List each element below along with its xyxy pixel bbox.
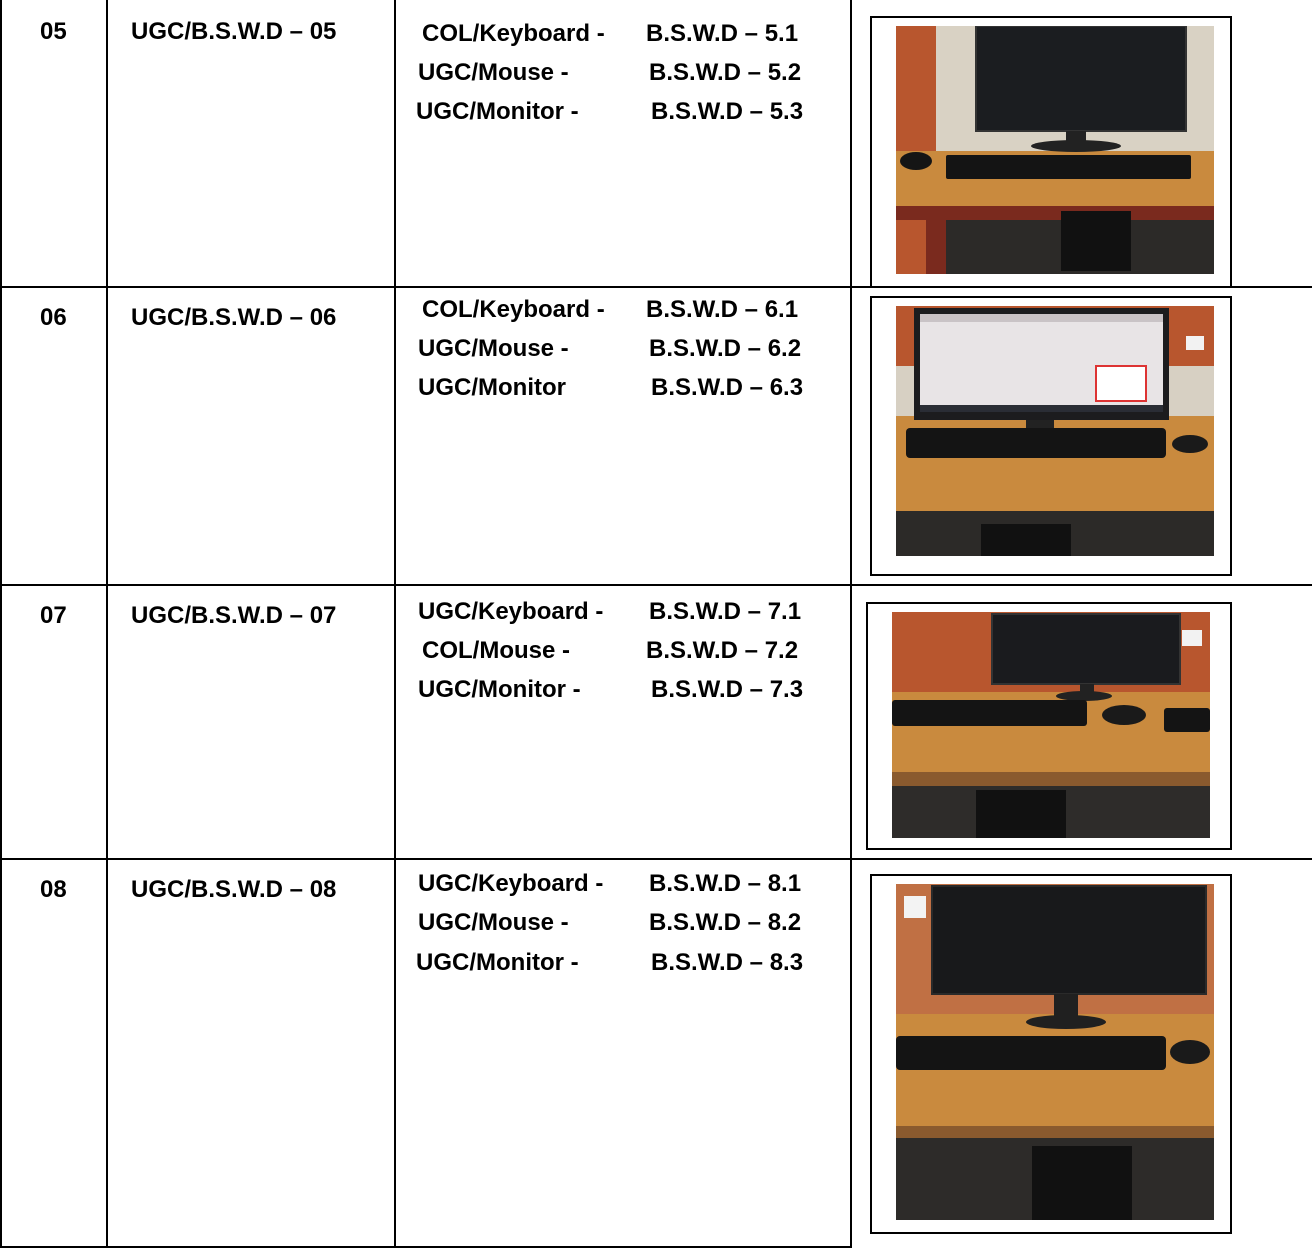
component-label: UGC/Monitor	[418, 374, 566, 401]
component-code: B.S.W.D – 6.1	[646, 296, 799, 323]
computer-workstation-photo	[896, 306, 1214, 556]
component-code: B.S.W.D – 5.3	[651, 98, 804, 125]
component-code: B.S.W.D – 8.2	[649, 909, 802, 936]
component-label: COL/Mouse -	[422, 637, 570, 664]
row-number: 08	[40, 876, 67, 903]
component-code: B.S.W.D – 8.3	[651, 949, 804, 976]
component-code: B.S.W.D – 8.1	[649, 870, 802, 897]
row-number: 06	[40, 304, 67, 331]
component-code: B.S.W.D – 7.1	[649, 598, 802, 625]
component-code: B.S.W.D – 6.3	[651, 374, 804, 401]
component-code: B.S.W.D – 5.2	[649, 59, 802, 86]
photo-frame	[870, 296, 1232, 576]
component-label: UGC/Monitor -	[416, 949, 579, 976]
component-label: UGC/Monitor -	[416, 98, 579, 125]
component-code: B.S.W.D – 7.3	[651, 676, 804, 703]
asset-id: UGC/B.S.W.D – 08	[131, 876, 337, 903]
component-code: B.S.W.D – 6.2	[649, 335, 802, 362]
component-code: B.S.W.D – 5.1	[646, 20, 799, 47]
component-label: UGC/Monitor -	[418, 676, 581, 703]
component-label: UGC/Mouse -	[418, 909, 569, 936]
component-label: COL/Keyboard -	[422, 20, 605, 47]
component-label: UGC/Mouse -	[418, 59, 569, 86]
row-number: 07	[40, 602, 67, 629]
component-label: UGC/Mouse -	[418, 335, 569, 362]
computer-workstation-photo	[892, 612, 1210, 838]
component-code: B.S.W.D – 7.2	[646, 637, 799, 664]
photo-frame	[866, 602, 1232, 850]
computer-workstation-photo	[896, 884, 1214, 1220]
table-row	[0, 858, 1312, 1248]
component-label: UGC/Keyboard -	[418, 598, 604, 625]
table-row	[0, 0, 1312, 286]
asset-id: UGC/B.S.W.D – 06	[131, 304, 337, 331]
asset-id: UGC/B.S.W.D – 07	[131, 602, 337, 629]
photo-frame	[870, 16, 1232, 288]
asset-id: UGC/B.S.W.D – 05	[131, 18, 337, 45]
row-number: 05	[40, 18, 67, 45]
component-label: UGC/Keyboard -	[418, 870, 604, 897]
computer-workstation-photo	[896, 26, 1214, 274]
photo-frame	[870, 874, 1232, 1234]
table-row	[0, 584, 1312, 858]
table-row	[0, 286, 1312, 584]
component-label: COL/Keyboard -	[422, 296, 605, 323]
